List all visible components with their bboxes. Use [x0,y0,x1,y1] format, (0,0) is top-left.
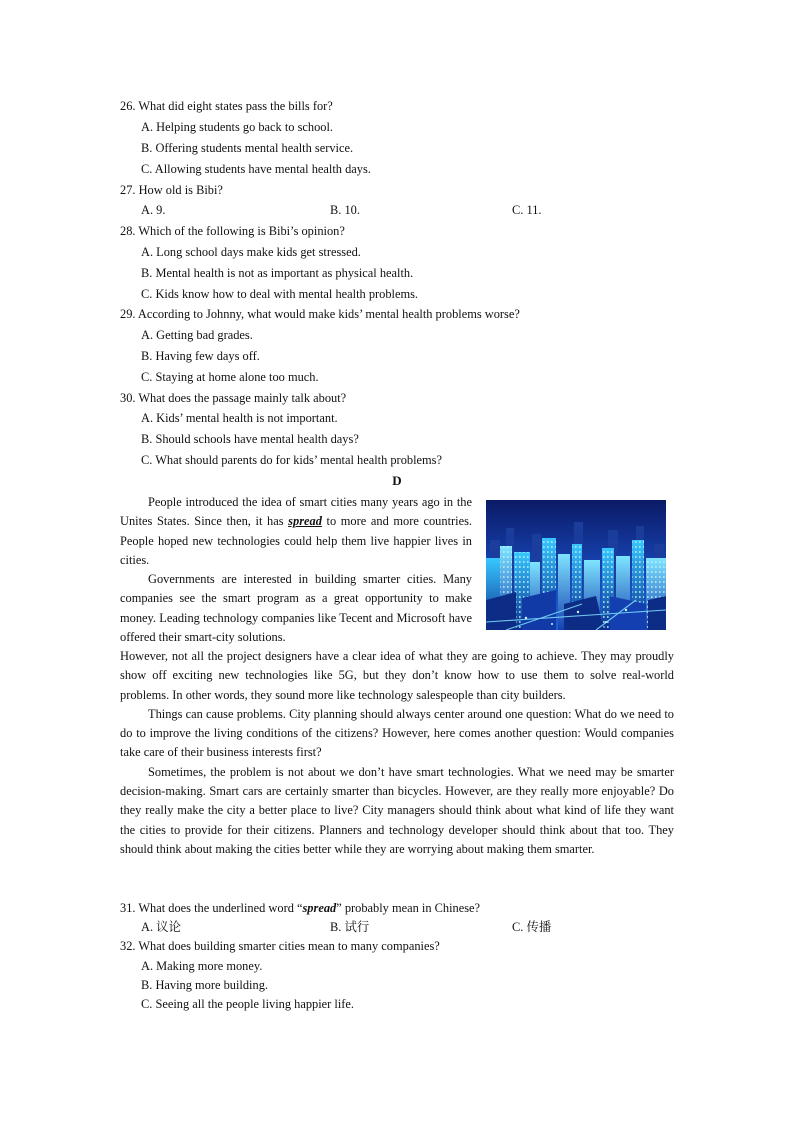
underlined-word-spread: spread [288,514,322,529]
passage-wide-text [120,647,674,859]
q31-option-a: A. 议论 [141,920,181,934]
q30-option-c: C. What should parents do for kids’ mental health problems? [141,453,442,467]
smart-city-illustration [486,500,666,630]
p1-text-after: to more and more countries. People hoped new technologies could help them live happier lives in cities. [120,514,472,567]
q32-option-b: B. Having more building. [141,978,268,992]
question-28: 28. Which of the following is Bibi’s opinion? [120,224,345,238]
q31-option-b: B. 试行 [330,920,370,934]
p1-text-before: People introduced the idea of smart cities many years ago in the Unites States. Since then, it has [120,495,472,529]
passage-wrap-text [120,493,472,647]
section-heading: D [392,473,402,488]
question-32: 32. What does building smarter cities mean to many companies? [120,939,440,953]
q27-option-a: A. 9. [141,203,166,217]
passage-paragraph-2-start: Governments are interested in building smarter cities. Many companies see the smart program as a great opportunity to make money. Leading technology companies like Tecent and Microsoft have offered their smart-city solutions. [120,572,472,645]
question-27: 27. How old is Bibi? [120,183,223,197]
q32-option-c: C. Seeing all the people living happier life. [141,997,354,1011]
passage-paragraph-3: Things can cause problems. City planning should always center around one question: What do we need to do to improve the living conditions of the citizens? However, here comes another question: Would companies take care of their business interests first? [120,706,674,760]
q28-option-b: B. Mental health is not as important as physical health. [141,266,414,280]
passage-paragraph-2-end: However, not all the project designers have a clear idea of what they are going to achieve. They may proudly show off exciting new technologies like 5G, but they don’t know how to use them to solve real-world problems. In other words, they sound more like technology salespeople than city builders. [120,649,674,702]
q32-option-a: A. Making more money. [141,959,263,973]
passage-paragraph-4: Sometimes, the problem is not about we don’t have smart technologies. What we need may be smarter decision-making. Smart cars are certainly smarter than bicycles. However, are they really more enjoyable? Do they really make the city a better place to live? City managers should think about what kind of life they want the cities to provide for their citizens. Planners and technology developer should think about that too. They should think about making the cities better while they are worrying about making them smarter. [120,764,674,856]
q29-option-a: A. Getting bad grades. [141,328,253,342]
question-29: 29. According to Johnny, what would make kids’ mental health problems worse? [120,307,520,321]
q28-option-c: C. Kids know how to deal with mental health problems. [141,287,419,301]
q31-text-after: ” probably mean in Chinese? [336,901,481,915]
question-31 [120,900,480,916]
q31-option-c: C. 传播 [512,920,552,934]
q26-option-a: A. Helping students go back to school. [141,120,334,134]
question-30: 30. What does the passage mainly talk about? [120,391,347,405]
q31-text-before: 31. What does the underlined word “ [120,901,303,915]
q27-option-b: B. 10. [330,203,360,217]
q27-option-c: C. 11. [512,203,542,217]
q26-option-b: B. Offering students mental health service. [141,141,354,155]
question-26: 26. What did eight states pass the bills for? [120,99,333,113]
q29-option-c: C. Staying at home alone too much. [141,370,319,384]
q28-option-a: A. Long school days make kids get stressed. [141,245,361,259]
q30-option-a: A. Kids’ mental health is not important. [141,411,338,425]
q31-word-spread: spread [302,901,337,915]
q30-option-b: B. Should schools have mental health days? [141,432,359,446]
passage-paragraph-1 [120,493,472,570]
q29-option-b: B. Having few days off. [141,349,260,363]
q26-option-c: C. Allowing students have mental health days. [141,162,371,176]
